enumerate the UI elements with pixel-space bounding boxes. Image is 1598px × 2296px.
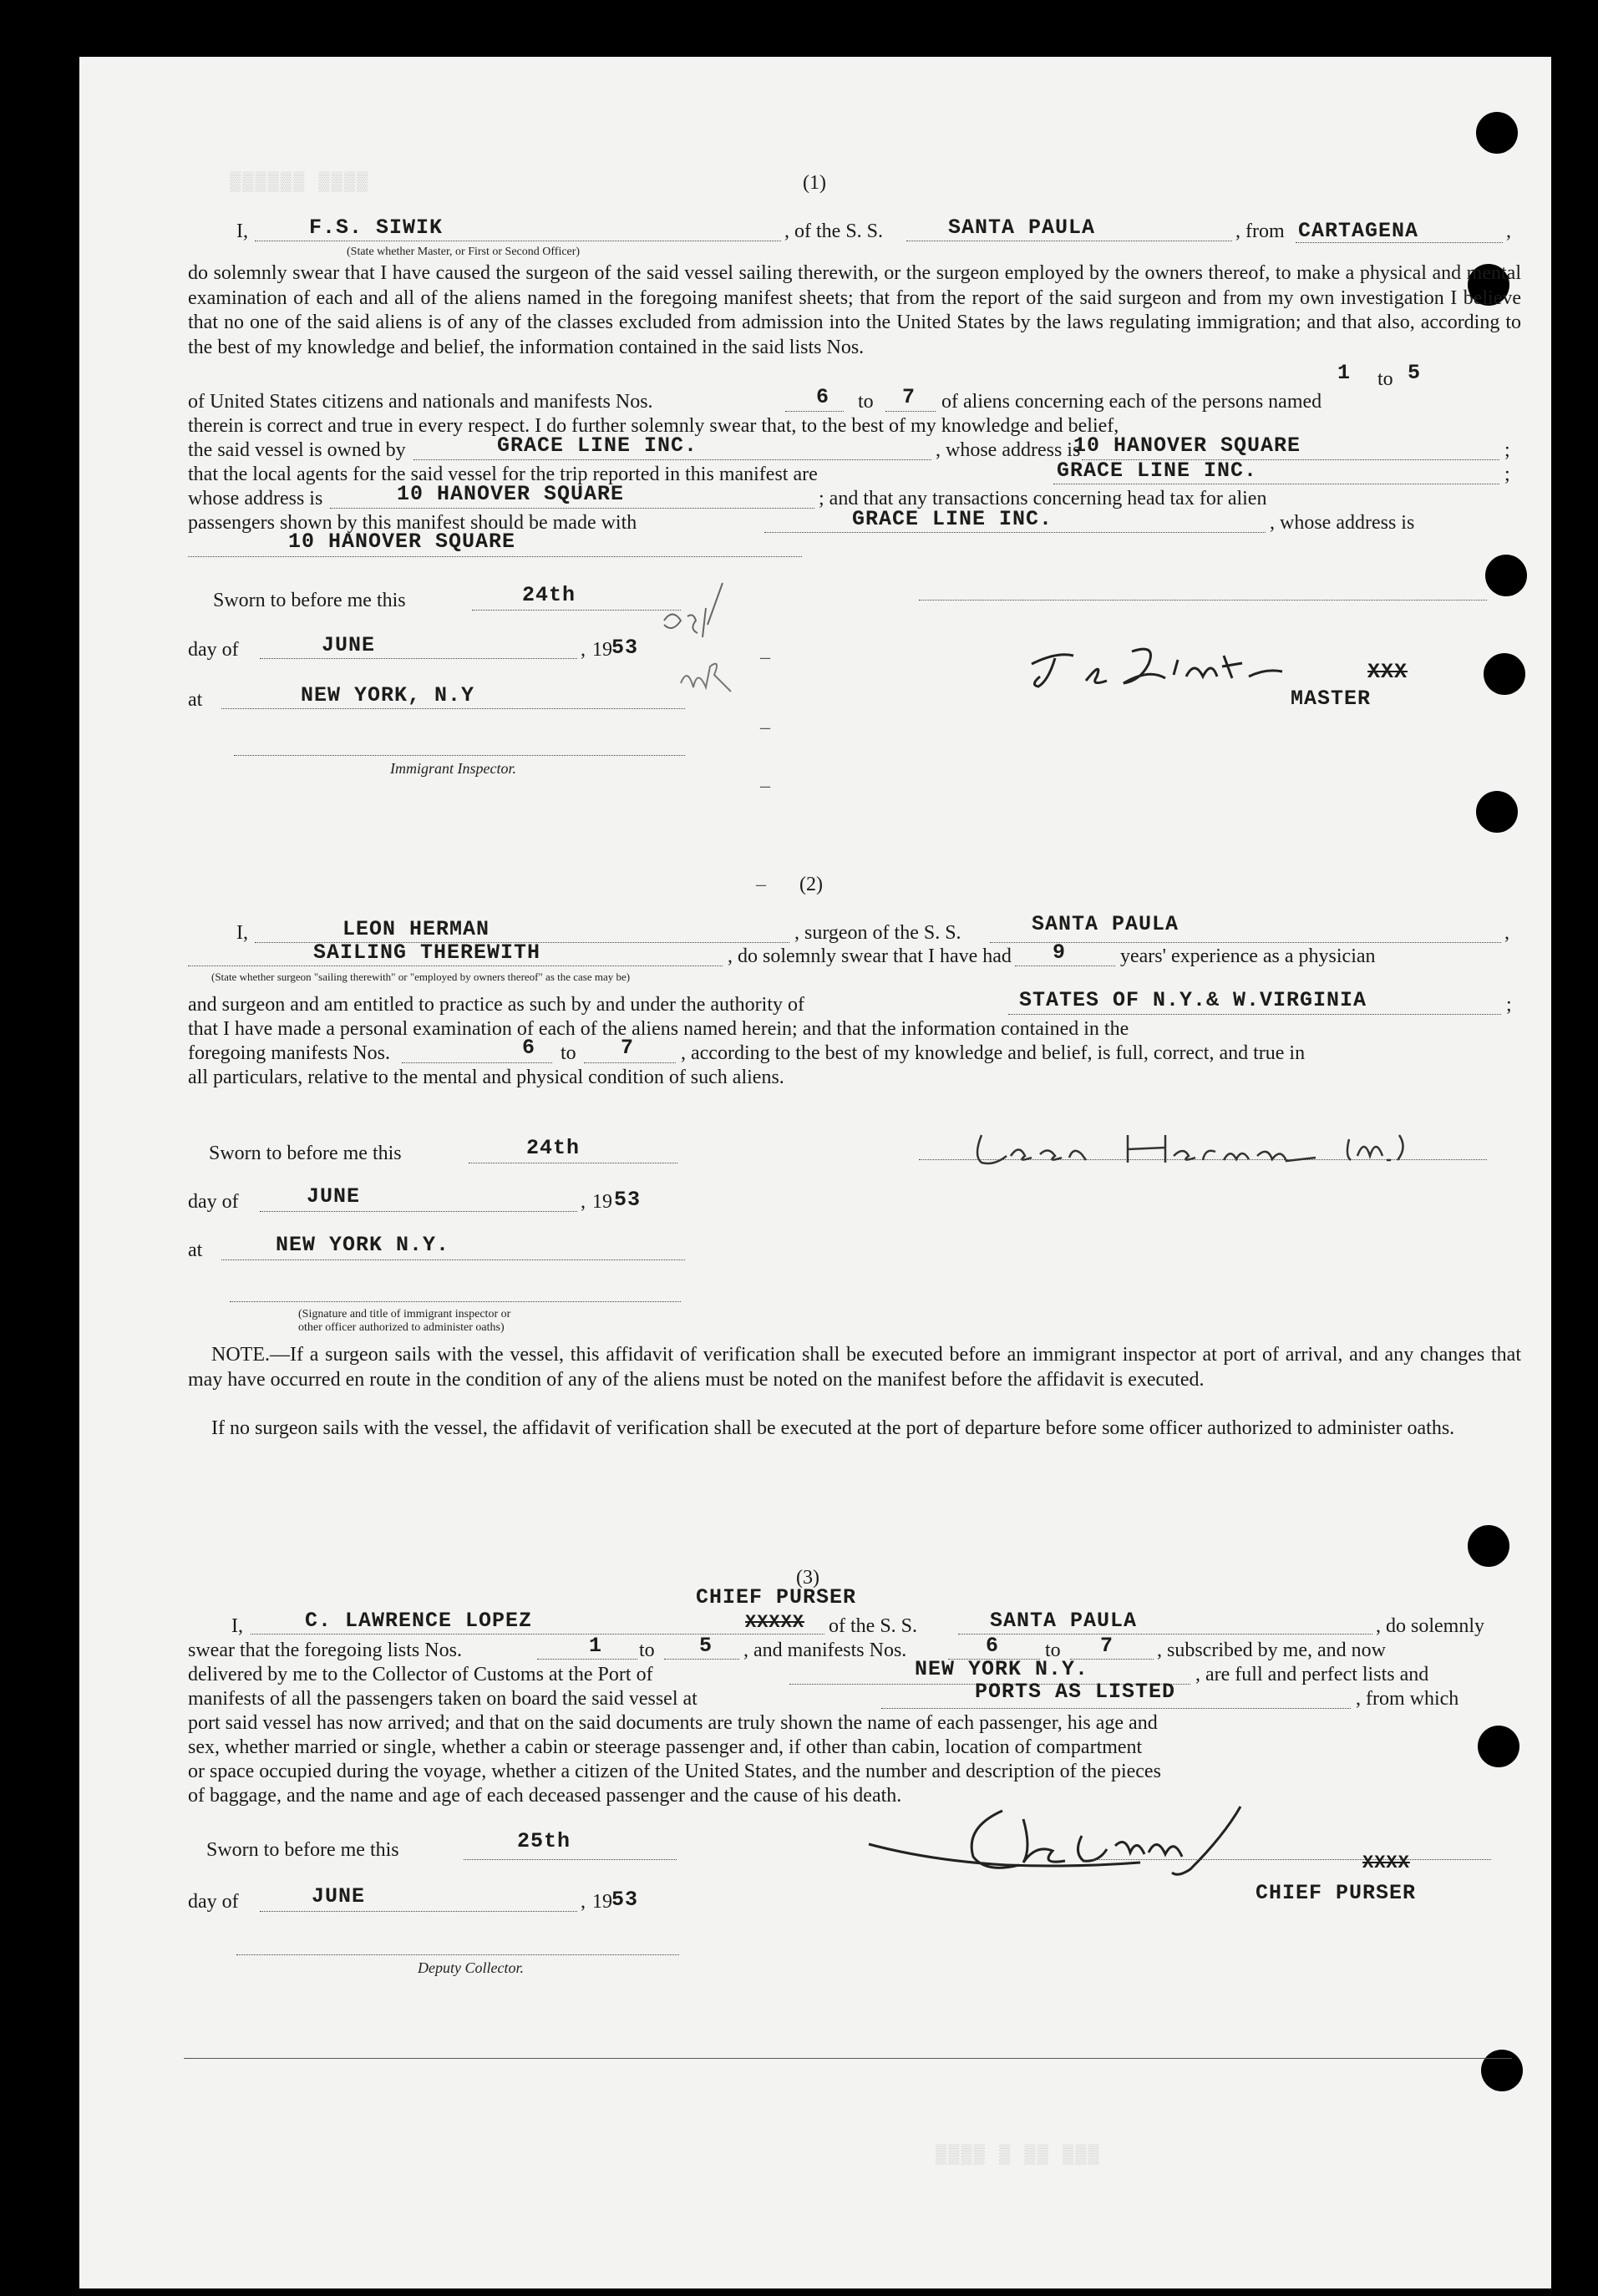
personal-exam-text: that I have made a personal examination of each of the aliens named herein; and that the information contained in the: [188, 1018, 1129, 1040]
surgeon-year-prefix: 19: [592, 1191, 612, 1213]
foregoing-manifests-label: foregoing manifests Nos.: [188, 1042, 390, 1064]
sworn-place: NEW YORK, N.Y: [301, 683, 475, 707]
purser-manifests-to: 7: [1100, 1634, 1114, 1658]
purser-lists-from: 1: [589, 1634, 603, 1658]
binder-hole: [1478, 1726, 1519, 1767]
surgeon-sworn-year: 53: [614, 1188, 642, 1212]
struck-title: XXXX: [1362, 1853, 1410, 1873]
agents-address: 10 HANOVER SQUARE: [397, 482, 625, 506]
sworn-year: 53: [611, 636, 639, 660]
entitled-practice-text: and surgeon and am entitled to practice as such by and under the authority of: [188, 994, 804, 1016]
purser-sworn-year: 53: [611, 1888, 639, 1912]
purser-role: CHIEF PURSER: [1256, 1881, 1417, 1905]
purser-sworn-day: 25th: [517, 1829, 571, 1853]
sworn-before-label: Sworn to before me this: [206, 1839, 399, 1861]
sworn-year-prefix: 19: [592, 639, 612, 661]
tax-party: GRACE LINE INC.: [852, 507, 1053, 531]
master-title-hint: (State whether Master, or First or Second Officer): [347, 246, 581, 258]
binder-hole: [1485, 555, 1527, 596]
at-label: at: [188, 1239, 203, 1261]
surgeon-status: SAILING THEREWITH: [313, 940, 541, 965]
binder-hole: [1468, 1525, 1509, 1567]
master-name: F.S. SIWIK: [309, 215, 444, 240]
sworn-before-label: Sworn to before me this: [209, 1143, 402, 1164]
of-ship-label: , of the S. S.: [784, 220, 884, 242]
owned-by-text: the said vessel is owned by: [188, 439, 406, 461]
years-experience-text: , do solemnly swear that I have had: [728, 945, 1012, 967]
struck-role: XXXXX: [745, 1612, 805, 1633]
binder-hole: [1476, 791, 1518, 833]
surgeon-sworn-month: JUNE: [307, 1184, 361, 1209]
lists-from: 1: [1337, 361, 1352, 385]
tax-whose-address-label: , whose address is: [1270, 512, 1415, 534]
surgeon-ship: SANTA PAULA: [1032, 912, 1179, 936]
from-label: , from: [1235, 220, 1285, 242]
status-hint: (State whether surgeon "sailing therewith" or "employed by owners thereof" as the case may be): [211, 971, 631, 983]
purser-manifests-from: 6: [986, 1634, 1000, 1658]
inspector-caption: Immigrant Inspector.: [390, 760, 516, 777]
pronoun-label: I,: [236, 220, 248, 242]
deputy-collector-caption: Deputy Collector.: [418, 1959, 524, 1976]
day-of-label: day of: [188, 639, 239, 661]
purser-of-ship-label: of the S. S.: [829, 1615, 918, 1637]
faint-stamp: ▒▒▒▒▒▒ ▒▒▒▒: [230, 172, 370, 193]
bottom-rule: [184, 2058, 1512, 2059]
local-agents-text: that the local agents for the said vessel for the trip reported in this manifest are: [188, 464, 818, 485]
purser-lists-to: 5: [699, 1634, 713, 1658]
ship-name: SANTA PAULA: [948, 215, 1096, 240]
at-label: at: [188, 689, 203, 711]
subscribed-by-text: , subscribed by me, and now: [1157, 1640, 1386, 1661]
authority: STATES OF N.Y.& W.VIRGINIA: [1019, 988, 1367, 1012]
purser-name: C. LAWRENCE LOPEZ: [305, 1609, 533, 1633]
head-tax-text: ; and that any transactions concerning head tax for alien: [819, 488, 1267, 509]
manifests-all-text: manifests of all the passengers taken on board the said vessel at: [188, 1688, 698, 1710]
binder-hole: [1481, 2050, 1523, 2091]
purser-sworn-month: JUNE: [312, 1884, 366, 1908]
surgeon-of-ship-label: , surgeon of the S. S.: [794, 922, 961, 944]
whose-address-label: , whose address is: [936, 439, 1081, 461]
surgeon-place: NEW YORK N.Y.: [276, 1233, 450, 1257]
tax-address: 10 HANOVER SQUARE: [288, 530, 516, 554]
affidavit-1-number: (1): [803, 172, 826, 194]
sex-married-text: sex, whether married or single, whether a cabin or steerage passenger and, if other than cabin, location of compartment: [188, 1736, 1143, 1758]
binder-hole: [1476, 112, 1518, 154]
purser-port: NEW YORK N.Y.: [915, 1657, 1089, 1681]
from-port: CARTAGENA: [1298, 219, 1419, 243]
inspector-initials: [647, 575, 789, 717]
and-manifests-label: , and manifests Nos.: [743, 1640, 907, 1661]
owner-address: 10 HANOVER SQUARE: [1073, 433, 1301, 458]
space-occupied-text: or space occupied during the voyage, whether a citizen of the United States, and the number and description of the pieces: [188, 1761, 1161, 1782]
faint-stamp: ▒▒▒▒ ▒ ▒▒ ▒▒▒: [936, 2145, 1101, 2166]
do-solemnly-label: , do solemnly: [1376, 1615, 1484, 1637]
officer-caption-1: (Signature and title of immigrant inspector or: [298, 1308, 511, 1320]
passengers-shown-text: passengers shown by this manifest should be made with: [188, 512, 637, 534]
master-signature: [1023, 635, 1299, 702]
purser-ship: SANTA PAULA: [990, 1609, 1138, 1633]
day-of-label: day of: [188, 1891, 239, 1913]
years: 9: [1053, 940, 1067, 965]
struck-title: XXX: [1367, 660, 1408, 684]
agents-address-label: whose address is: [188, 488, 323, 509]
according-best-text: , according to the best of my knowledge and belief, is full, correct, and true in: [681, 1042, 1306, 1064]
foregoing-lists-label: swear that the foregoing lists Nos.: [188, 1640, 462, 1661]
sworn-month: JUNE: [322, 633, 376, 657]
purser-year-prefix: 19: [592, 1891, 612, 1913]
full-perfect-text: , are full and perfect lists and: [1195, 1664, 1429, 1685]
agents: GRACE LINE INC.: [1057, 459, 1258, 483]
surgeon-manifests-from: 6: [522, 1036, 536, 1060]
note-2: If no surgeon sails with the vessel, the affidavit of verification shall be executed at the port of departure before some officer authorized to administer oaths.: [211, 1417, 1455, 1439]
manifest-page: (1) I, F.S. SIWIK (State whether Master, or First or Second Officer) , of the S. S. SANTA PAULA , from CARTAGENA , do solemnly swear that I have caused the surgeon of the said vessel sailing therewith, or the surgeon employed by the owners thereof, to make a physical and mental examination of each and all of the aliens named in the foregoing manifest sheets; that from the report of the said surgeon and from my own investigation I believe that no one of the said aliens is of any of the classes excluded from admission into the United States by the laws regulating immigration; and that also, according to the best of my knowledge and belief, the information contained in the said lists Nos. 1 to 5 of United States citizens and nationals and manifests Nos. 6 to 7 of aliens concerning each of the persons named therein is correct and true in every respect. I do further solemnly swear that, to the best of my knowledge and belief, the said vessel is owned by GRACE LINE INC. , whose address is 10 HANOVER SQUARE ; that the local agents for the said vessel for the trip reported in this manifest are GRACE LINE INC. ; whose address is 10 HANOVER SQUARE ; and that any transactions concerning head tax for alien passengers shown by this manifest should be made with GRACE LINE INC. , whose address is 10 HANOVER SQUARE Sworn to before me this 24th day of JUNE , 19 53 at NEW YORK, N.Y Immigrant Inspector. – – – XXX MASTER – (2) I, LEON HERMAN , surgeon of the S. S. SANTA PAULA , SAILING THEREWITH , do solemnly swear that I have had 9 years' experience as a physician (State whether surgeon "sailing therewith" or "employed by owners thereof" as the case may be) and surgeon and am entitled to practice as such by and under the authority of STATES OF N.Y.& W.VIRGINIA ; that I have made a personal examination of each of the aliens named herein; and that the information contained in the foregoing manifests Nos. 6 to 7 , according to the best of my knowledge and belief, is full, correct, and true in all particulars, relative to the mental and physical condition of such aliens. Sworn to before me this 24th day of JUNE , 19 53 at NEW YORK N.Y. (Signature and title of immigrant inspector or other officer authorized to administer oaths) NOTE.—If a surgeon sails with the vessel, this affidavit of verification shall be executed before an immigrant inspector at port of arrival, and any changes that may have occurred en route in the condition of any of the aliens must be noted on the manifest before the affidavit is executed. If no surgeon sails with the vessel, the affidavit of verification shall be executed at the port of departure before some officer authorized to administer oaths. (3) CHIEF PURSER I, C. LAWRENCE LOPEZ XXXXX of the S. S. SANTA PAULA , do solemnly swear that the foregoing lists Nos. 1 to 5 , and manifests Nos. 6 to 7 , subscribed by me, and now delivered by me to the Collector of Customs at the Port of NEW YORK N.Y. , are full and perfect lists and manifests of all the passengers taken on board the said vessel at PORTS AS LISTED , from which port said vessel has now arrived; and that on the said documents are truly shown the name of each passenger, his age and sex, whether married or single, whether a cabin or steerage passenger and, if other than cabin, location of compartment or space occupied during the voyage, whether a citizen of the United States, and the number and description of the pieces of baggage, and the name and age of each deceased passenger and the cause of his death. Sworn to before me this 25th day of JUNE , 19 53 Deputy Collector. XXXX CHIEF PURSER ▒▒▒▒ ▒ ▒▒ ▒▒▒ ▒▒▒▒▒▒ ▒▒▒▒: [79, 57, 1551, 2288]
officer-caption-2: other officer authorized to administer oaths): [298, 1321, 505, 1334]
note-1: NOTE.—If a surgeon sails with the vessel, this affidavit of verification shall be executed before an immigrant inspector at port of arrival, and any changes that may have occurred en route in the condition of any of the aliens must be noted on the manifest before the affidavit is executed.: [188, 1344, 1521, 1391]
pronoun-label: I,: [236, 922, 248, 944]
lists-to: 5: [1408, 361, 1422, 385]
master-role: MASTER: [1291, 687, 1372, 711]
correct-true-text: therein is correct and true in every respect. I do further solemnly swear that, to the best of my knowledge and belief,: [188, 415, 1119, 437]
sworn-before-label: Sworn to before me this: [213, 590, 406, 611]
baggage-text: of baggage, and the name and age of each deceased passenger and the cause of his death.: [188, 1785, 902, 1807]
affidavit-2-number: (2): [799, 874, 823, 895]
sworn-day: 24th: [522, 583, 576, 607]
delivered-text: delivered by me to the Collector of Customs at the Port of: [188, 1664, 653, 1685]
binder-hole: [1484, 653, 1525, 695]
surgeon-name: LEON HERMAN: [342, 917, 490, 941]
all-particulars-text: all particulars, relative to the mental and physical condition of such aliens.: [188, 1067, 784, 1088]
surgeon-sworn-day: 24th: [526, 1136, 581, 1160]
surgeon-signature: [965, 1123, 1416, 1181]
pronoun-label: I,: [231, 1615, 243, 1637]
purser-signature: [865, 1786, 1332, 1886]
manifests-to: 7: [902, 385, 916, 409]
from-which-text: , from which: [1356, 1688, 1459, 1710]
role-typed: CHIEF PURSER: [696, 1585, 857, 1609]
physician-text: years' experience as a physician: [1120, 945, 1376, 967]
affidavit-1-body: do solemnly swear that I have caused the surgeon of the said vessel sailing therewith, or the surgeon employed by the owners thereof, to make a physical and mental examination of each and all of the aliens named in the foregoing manifest sheets; that from the report of the said surgeon and from my own investigation I believe that no one of the said aliens is of any of the classes excluded from admission into the United States by the laws regulating immigration; and that also, according to the best of my knowledge and belief, the information contained in the said lists Nos.: [188, 262, 1521, 358]
surgeon-manifests-to: 7: [621, 1036, 635, 1060]
port-arrived-text: port said vessel has now arrived; and that on the said documents are truly shown the name of each passenger, his age and: [188, 1712, 1158, 1734]
owner: GRACE LINE INC.: [497, 433, 698, 458]
day-of-label: day of: [188, 1191, 239, 1213]
aliens-concerning-text: of aliens concerning each of the persons named: [941, 391, 1322, 413]
of-us-citizens-text: of United States citizens and nationals and manifests Nos.: [188, 391, 653, 413]
boarded-at: PORTS AS LISTED: [975, 1680, 1176, 1704]
affidavit-3-number: (3): [796, 1567, 819, 1589]
manifests-from: 6: [816, 385, 830, 409]
